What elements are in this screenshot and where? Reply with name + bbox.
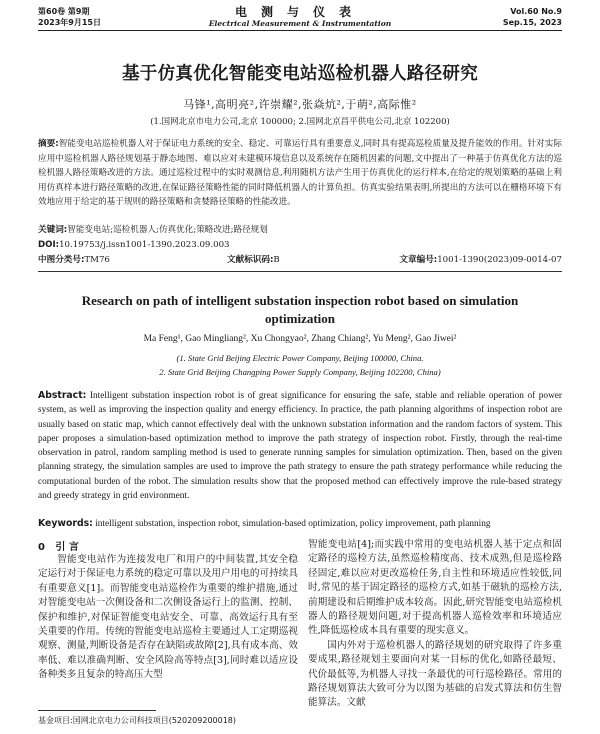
- section-divider: [38, 271, 562, 272]
- footnote-rule: [38, 710, 156, 711]
- journal-name-cn: 电测与仪表: [234, 5, 365, 19]
- abstract-cn-label: 摘要:: [38, 139, 59, 149]
- document-code-label: 文献标识码:: [227, 255, 274, 265]
- volume-issue-cn: 第60卷 第9期: [38, 7, 90, 16]
- clc-value: TM76: [84, 255, 110, 265]
- abstract-cn: [38, 137, 562, 210]
- abstract-en-text: Intelligent substation inspection robot is of great significance for ensuring the safe, stable and reliable operation of power system, as well as improving the inspection quality and energy efficiency. In practice, the path planning algorithms of inspection robot are usually based on static map, which cannot effectively deal with the unknown substation information and the random factors of system. This paper proposes a simulation-based optimization method to improve the path strategy of inspection robot. Firstly, through the real-time observation in patrol, random sampling method is used to generate running samples for simulation optimization. Then, based on the given planning strategy, the simulation samples are used to improve the path strategy to ensure the path strategy performance while reducing the computational burden of the robot. The simulation results show that the proposed method can effectively improve the rule-based strategy and greedy strategy in grid environment.: [38, 391, 563, 502]
- funding-footnote: 基金项目:国网北京电力公司科技项目(520209200018): [38, 716, 237, 725]
- keywords-cn: [38, 223, 562, 238]
- affiliations-en: [0, 351, 600, 379]
- affiliation-en-1: (1. State Grid Beijing Electric Power Company, Beijing 100000, China.: [176, 353, 424, 363]
- date-en: Sep.15, 2023: [502, 18, 562, 27]
- doi-label: DOI:: [38, 240, 60, 250]
- keywords-en-text: intelligent substation, inspection robot, simulation-based optimization, policy improvement, path planning: [95, 519, 491, 529]
- affiliation-en-2: 2. State Grid Beijing Changping Power Supply Company, Beijing 102200, China): [159, 367, 441, 377]
- section-title: 引 言: [55, 542, 79, 553]
- authors-cn: 马锋¹,高明亮²,许崇耀²,张焱炕²,于萌²,高际惟²: [183, 98, 417, 111]
- date-cn: 2023年9月15日: [38, 18, 101, 27]
- affiliations-cn: (1.国网北京市电力公司,北京 100000; 2.国网北京昌平供电公司,北京 102200): [150, 117, 450, 127]
- keywords-cn-label: 关键词:: [38, 225, 68, 235]
- article-number-value: 1001-1390(2023)09-0014-07: [437, 255, 562, 265]
- keywords-en-label: Keywords:: [38, 518, 93, 529]
- keywords-en: [38, 517, 562, 532]
- document-code: [227, 253, 280, 267]
- running-header-left: [38, 6, 101, 28]
- volume-issue-en: Vol.60 No.9: [510, 7, 562, 16]
- header-rule: [38, 30, 562, 31]
- abstract-en: [38, 389, 562, 503]
- paper-title-en: Research on path of intelligent substation inspection robot based on simulation optimization: [81, 293, 519, 326]
- authors-en: Ma Feng¹, Gao Mingliang², Xu Chongyao², Zhang Chiang², Yu Meng², Gao Jiwei²: [143, 334, 457, 344]
- body-column-left: 智能变电站作为连接发电厂和用户的中间装置,其安全稳定运行对于保证电力系统的稳定可靠以及用户用电的可持续具有重要意义[1]。而智能变电站巡检作为重要的维护措施,通过对智能变电站一次侧设备和二次侧设备运行上的监测、控制、保护和维护,对保证智能变电站安全、可靠、高效运行具有至关重要的作用。传统的智能变电站巡检主要通过人工定期巡视观察、测量,判断设备是否存在缺陷或故障[2],具有成本高、效率低、难以准确判断、安全风险高等特点[3],同时难以适应设备种类多且复杂的特高压大型: [38, 554, 298, 681]
- abstract-en-label: Abstract:: [38, 390, 87, 401]
- document-code-value: B: [273, 255, 280, 265]
- running-header-center: [150, 5, 450, 28]
- section-heading: [38, 538, 79, 553]
- clc-number: [38, 253, 110, 267]
- doi: [38, 238, 562, 253]
- paper-title-cn: 基于仿真优化智能变电站巡检机器人路径研究: [122, 64, 478, 84]
- section-number: 0: [38, 542, 45, 553]
- clc-label: 中图分类号:: [38, 255, 85, 265]
- body-paragraph: 智能变电站[4];而实践中常用的变电站机器人基于定点和固定路径的巡检方法,虽然巡检精度高、技术成熟,但是巡检路径固定,难以应对更改巡检任务,自主性和环境适应性较低,同时,常见的基于固定路径的巡检方式,如基于磁轨的巡检方法,前期建设和后期维护成本较高。因此,研究智能变电站巡检机器人的路径规划问题,对于提高机器人巡检效率和环境适应性,降低巡检成本具有重要的现实意义。: [308, 539, 562, 637]
- body-paragraph: 国内外对于巡检机器人的路径规划的研究取得了许多重要成果,路径规划主要面向对某一目标的优化,如路径最短、代价最低等,为机器人寻找一条最优的可行巡检路径。常用的路径规划算法大致可分为以图为基础的启发式算法和仿生智能算法。文献: [308, 639, 562, 709]
- article-number: [399, 253, 562, 267]
- doi-text: 10.19753/j.issn1001-1390.2023.09.003: [59, 240, 230, 250]
- article-number-label: 文章编号:: [399, 255, 438, 265]
- journal-name-en: Electrical Measurement & Instrumentation: [208, 19, 392, 28]
- body-column-right: [308, 538, 562, 711]
- abstract-cn-text: 智能变电站巡检机器人对于保证电力系统的安全、稳定、可靠运行具有重要意义,同时具有提高巡检质量及提升能效的作用。针对实际应用中巡检机器人路径规划基于静态地图、难以应对未建模环境信息以及系统存在随机因素的问题,文中提出了一种基于仿真优化方法的巡检机器人路径策略改进的方法。通过巡检过程中的实时观测信息,利用随机方法产生用于仿真优化的运行样本,在给定的规划策略的基础上利用仿真样本进行路径策略的改进,在保证路径策略性能的同时降低机器人的计算负担。仿真实验结果表明,所提出的方法可以在栅格环境下有效地应用于给定的基于规则的路径策略和贪婪路径策略的性能改进。: [38, 139, 563, 207]
- running-header-right: [503, 6, 562, 28]
- keywords-cn-text: 智能变电站;巡检机器人;仿真优化;策略改进;路径规划: [67, 225, 268, 235]
